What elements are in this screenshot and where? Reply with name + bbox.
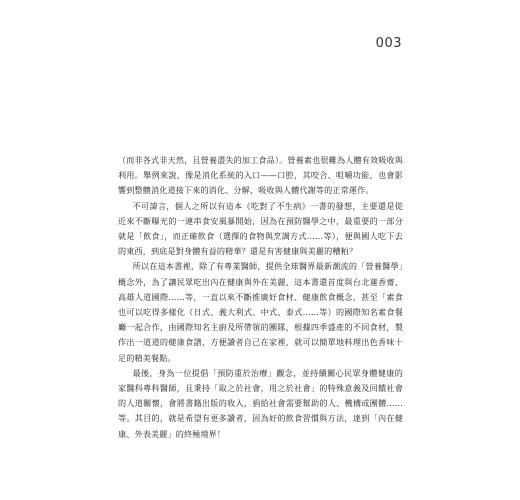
body-text: [118, 153, 403, 442]
paragraph-2: 不可諱言，個人之所以有這本《吃對了不生病》一書的發想，主要還是從近來不斷曝光的一連串食安風暴開始，因為在預防醫學之中，最重要的一部分就是「飲食」，而正確飲食（選擇的食物與烹調方式……等），便與國人吃下去的東西，到底是對身體有益的精華？還是有害健康與美麗的糟粕？: [118, 200, 403, 257]
paragraph-4: 最後，身為一位提倡「預防重於治療」觀念，並持續關心民眾身體健康的家醫科專科醫師，且秉持「取之於社會，用之於社會」的特殊意義及回饋社會的人道關懷，會將書籍出版的收入，捐給社會需要幫助的人、機構或團體……等。其目的，就是希望有更多讀者，因為好的飲食習慣與方法，達到「內在健康、外表美麗」的終極境界！: [118, 367, 403, 439]
paragraph-3: 所以在這本書裡，除了有專業醫師，提供全球醫界最新潮流的「營養醫學」概念外，為了讓民眾吃出內在健康與外在美麗，這本書還首度與台北蓮香齋、高雄人道國際……等，一直以來不斷推廣好食材、健康飲食概念，甚至「素食也可以吃得多樣化（日式、義大利式、中式、泰式……等）的國際知名素食餐廳一起合作，由國際知名主廚及所帶領的團隊，根據四季盛產的不同食材，製作出一道道的健康食譜，方便讀者自己在家裡，就可以簡單地料理出色香味十足的精美餐點。: [118, 261, 403, 363]
paragraph-1: （而非各式非天然，且營養盡失的加工食品）。營養素也很難為人體有效吸收與利用。舉例來說，像是消化系統的入口——口腔，其咬合、咀嚼功能，也會影響到整體消化道接下來的消化、分解、吸收與人體代謝等的正常運作。: [118, 155, 403, 196]
page-number: 003: [375, 36, 402, 51]
